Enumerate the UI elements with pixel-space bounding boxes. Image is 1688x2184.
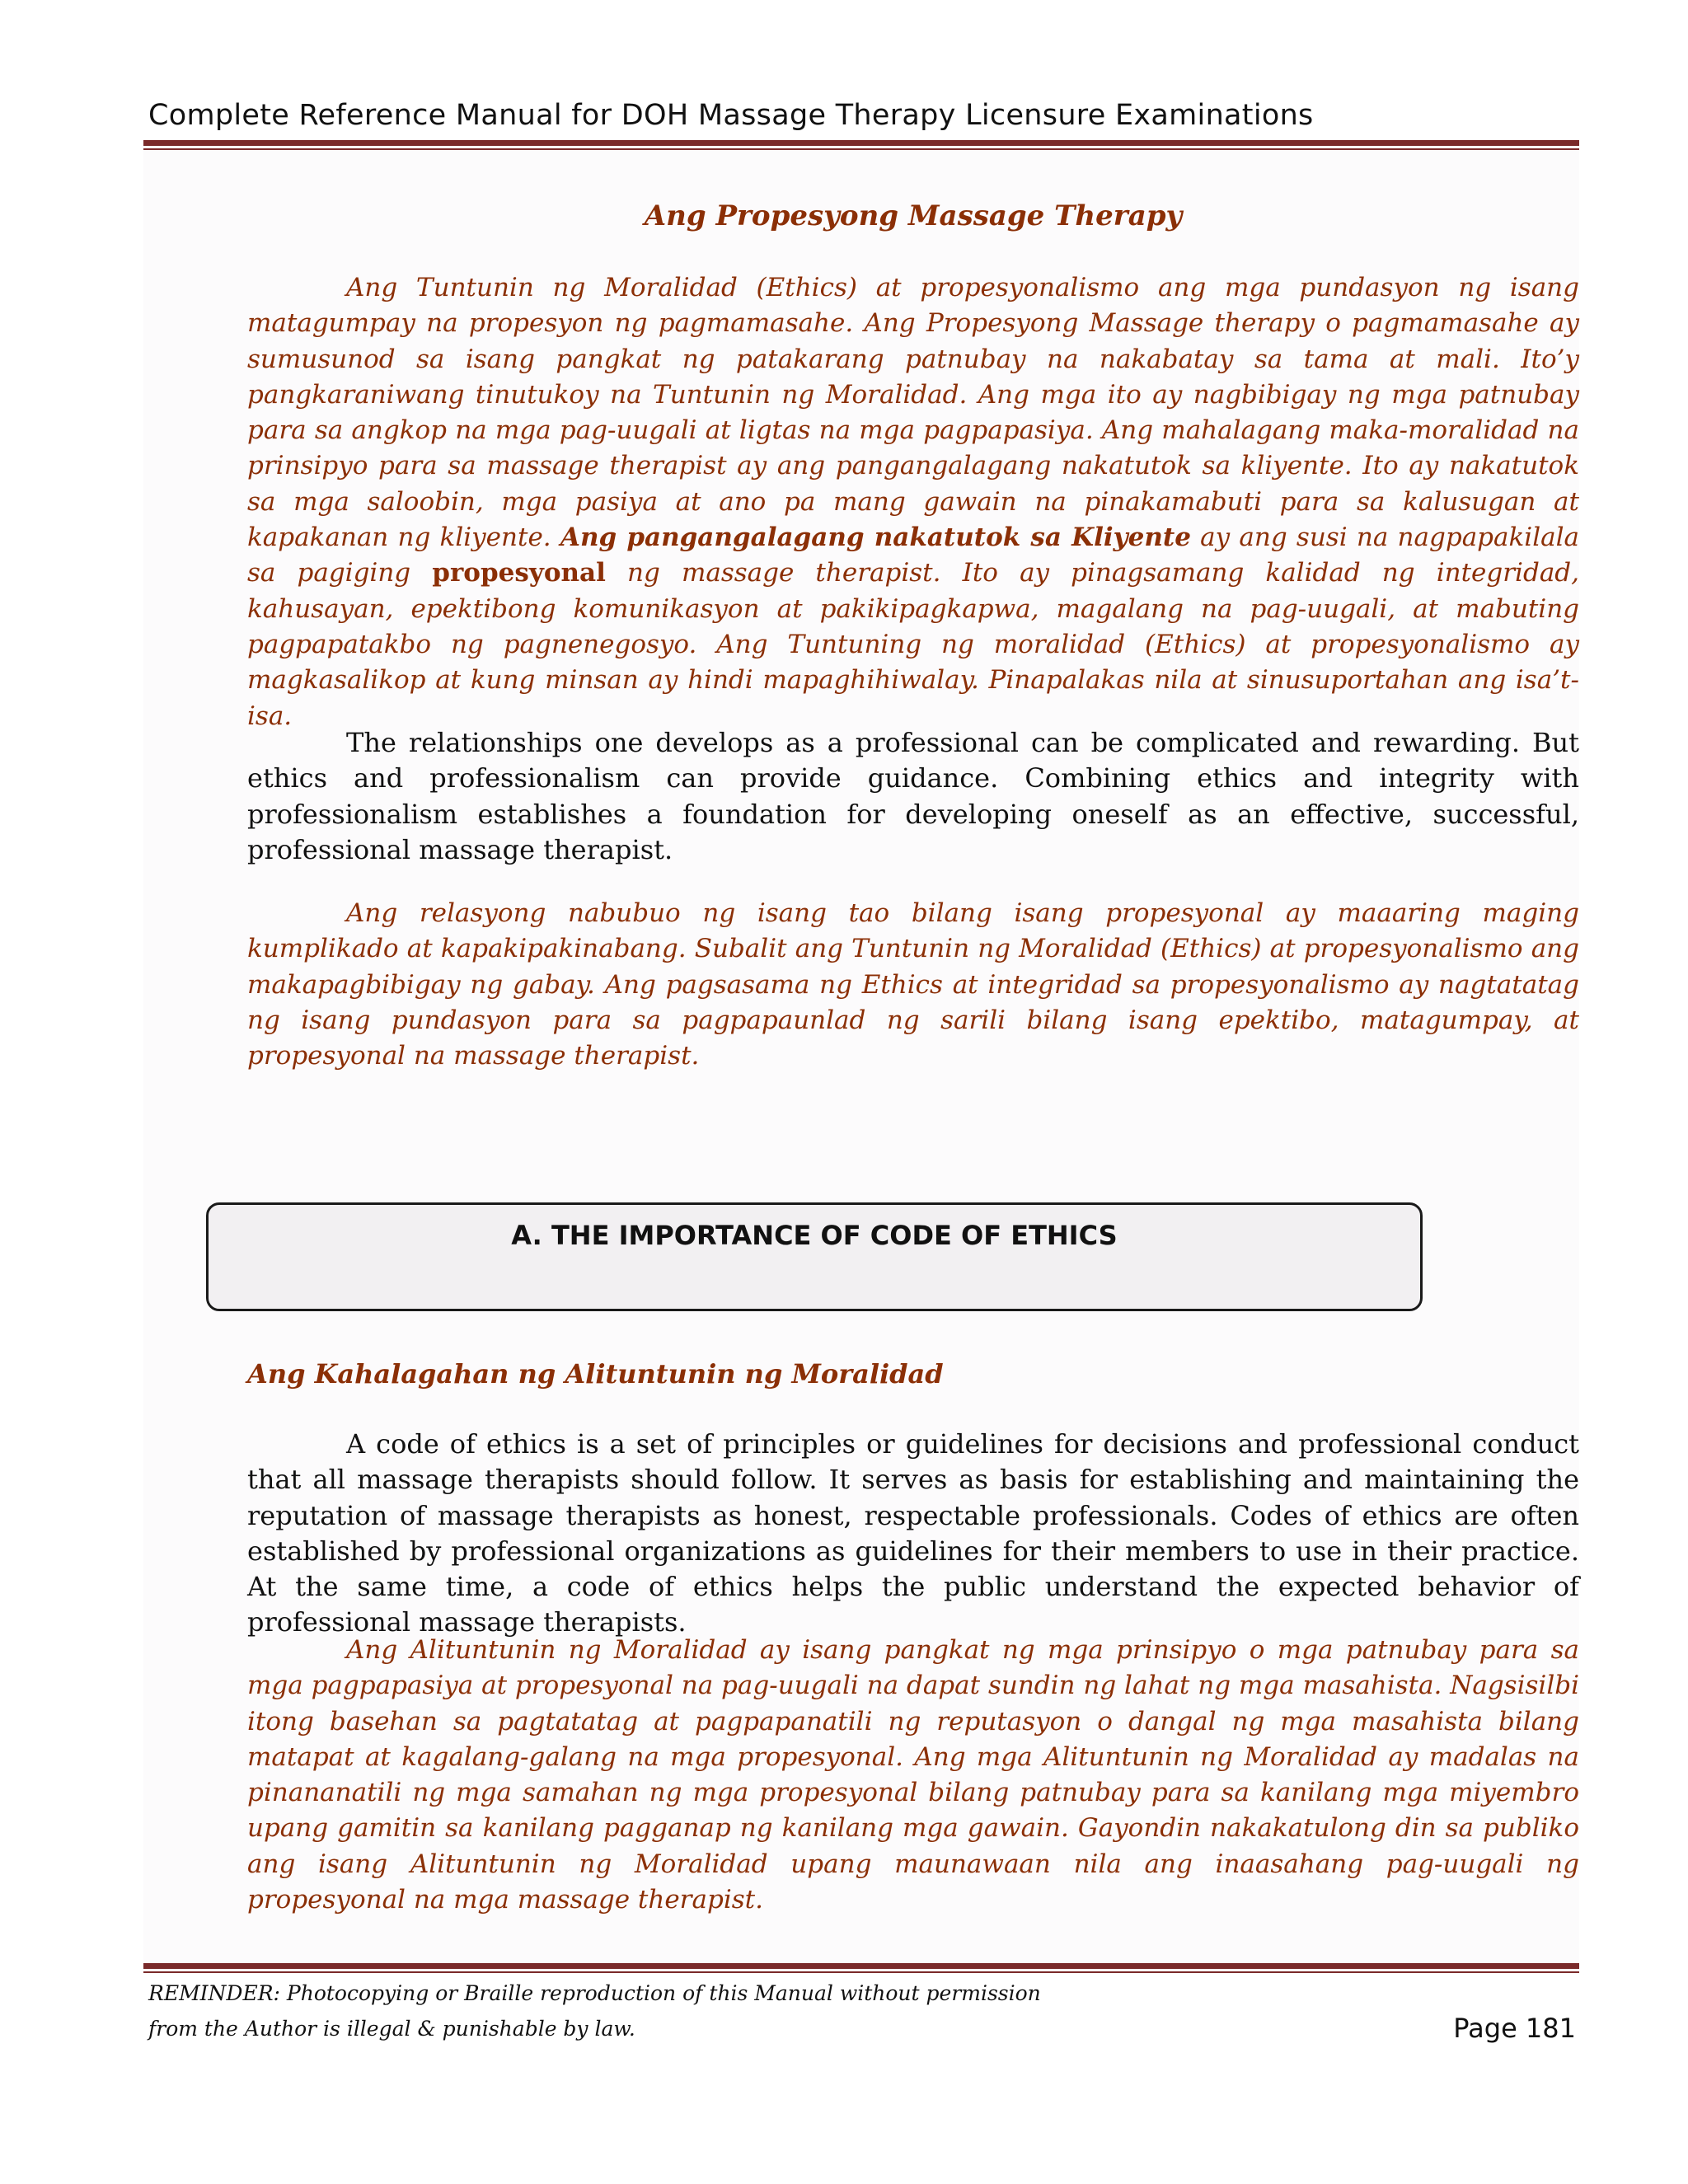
emphasis-client-care: Ang pangangalagang nakatutok sa Kliyente	[560, 523, 1191, 553]
paragraph-tagalog-1	[247, 270, 1579, 734]
header-rule-thick	[143, 140, 1579, 146]
paragraph-tagalog-3: Ang Alituntunin ng Moralidad ay isang pangkat ng mga prinsipyo o mga patnubay para sa mga pagpapasiya at propesyonal na pag-uugali na dapat sundin ng lahat ng mga masahista. Nagsisilbi itong basehan sa pagtatatag at pagpapanatili ng reputasyon o dangal ng mga masahista bilang matapat at kagalang-galang na mga propesyonal. Ang mga Alituntunin ng Moralidad ay madalas na pinananatili ng mga samahan ng mga propesyonal bilang patnubay para sa kanilang mga miyembro upang gamitin sa kanilang pagganap ng kanilang mga gawain. Gayondin nakakatulong din sa publiko ang isang Alituntunin ng Moralidad upang maunawaan nila ang inaasahang pag-uugali ng propesyonal na mga massage therapist.	[247, 1635, 1579, 1915]
footer-reminder-line1: REMINDER: Photocopying or Braille reproduction of this Manual without permission	[148, 1981, 1041, 2005]
paragraph-text: ay ang susi na nagpapakilala sa pagiging	[247, 523, 1579, 588]
paragraph-text: ng massage therapist. Ito ay pinagsamang kalidad ng integridad, kahusayan, epektibong komunikasyon at pakikipagkapwa, magalang na pag-uugali, at mabuting pagpapatakbo ng pagnenegosyo. Ang Tuntuning ng moralidad (Ethics) at propesyonalismo ay magkasalikop at kung minsan ay hindi mapaghihiwalay. Pinapalakas nila at sinusuportahan ang isa’t-isa.	[247, 558, 1579, 731]
subsection-title: Ang Kahalagahan ng Alituntunin ng Moralidad	[247, 1358, 944, 1390]
running-header-title: Complete Reference Manual for DOH Massage Therapy Licensure Examinations	[148, 99, 1314, 132]
header-rule-thin	[143, 148, 1579, 150]
footer-reminder-line2: from the Author is illegal & punishable by law.	[148, 2017, 635, 2041]
paragraph-text: Ang Tuntunin ng Moralidad (Ethics) at propesyonalismo ang mga pundasyon ng isang matagumpay na propesyon ng pagmamasahe. Ang Propesyong Massage therapy o pagmamasahe ay sumusunod sa isang pangkat ng patakarang patnubay na nakabatay sa tama at mali. Ito’y pangkaraniwang tinutukoy na Tuntunin ng Moralidad. Ang mga ito ay nagbibigay ng mga patnubay para sa angkop na mga pag-uugali at ligtas na mga pagpapasiya. Ang mahalagang maka-moralidad na prinsipyo para sa massage therapist ay ang pangangalagang nakatutok sa kliyente. Ito ay nakatutok sa mga saloobin, mga pasiya at ano pa mang gawain na pinakamabuti para sa kalusugan at kapakanan ng kliyente.	[247, 273, 1579, 553]
paragraph-tagalog-2: Ang relasyong nabubuo ng isang tao bilang isang propesyonal ay maaaring maging kumplikado at kapakipakinabang. Subalit ang Tuntunin ng Moralidad (Ethics) at propesyonalismo ang makapagbibigay ng gabay. Ang pagsasama ng Ethics at integridad sa propesyonalismo ay nagtatatag ng isang pundasyon para sa pagpapaunlad ng sarili bilang isang epektibo, matagumpay, at propesyonal na massage therapist.	[247, 898, 1579, 1071]
paragraph-english-1: The relationships one develops as a professional can be complicated and rewarding. But ethics and professionalism can provide guidance. Combining ethics and integrity with professionalism establishes a foundation for developing oneself as an effective, successful, professional massage therapist.	[247, 727, 1579, 865]
footer-rule-thin	[143, 1971, 1579, 1973]
emphasis-professional: propesyonal	[432, 558, 606, 588]
section-title: Ang Propesyong Massage Therapy	[644, 199, 1183, 232]
section-heading-box	[206, 1202, 1423, 1311]
page-number: Page 181	[1453, 2013, 1576, 2044]
footer-rule-thick	[143, 1963, 1579, 1969]
paragraph-english-2: A code of ethics is a set of principles or guidelines for decisions and professional conduct that all massage therapists should follow. It serves as basis for establishing and maintaining the reputation of massage therapists as honest, respectable professionals. Codes of ethics are often established by professional organizations as guidelines for their members to use in their practice. At the same time, a code of ethics helps the public understand the expected behavior of professional massage therapists.	[247, 1428, 1579, 1638]
section-heading-title: A. THE IMPORTANCE OF CODE OF ETHICS	[511, 1220, 1118, 1251]
